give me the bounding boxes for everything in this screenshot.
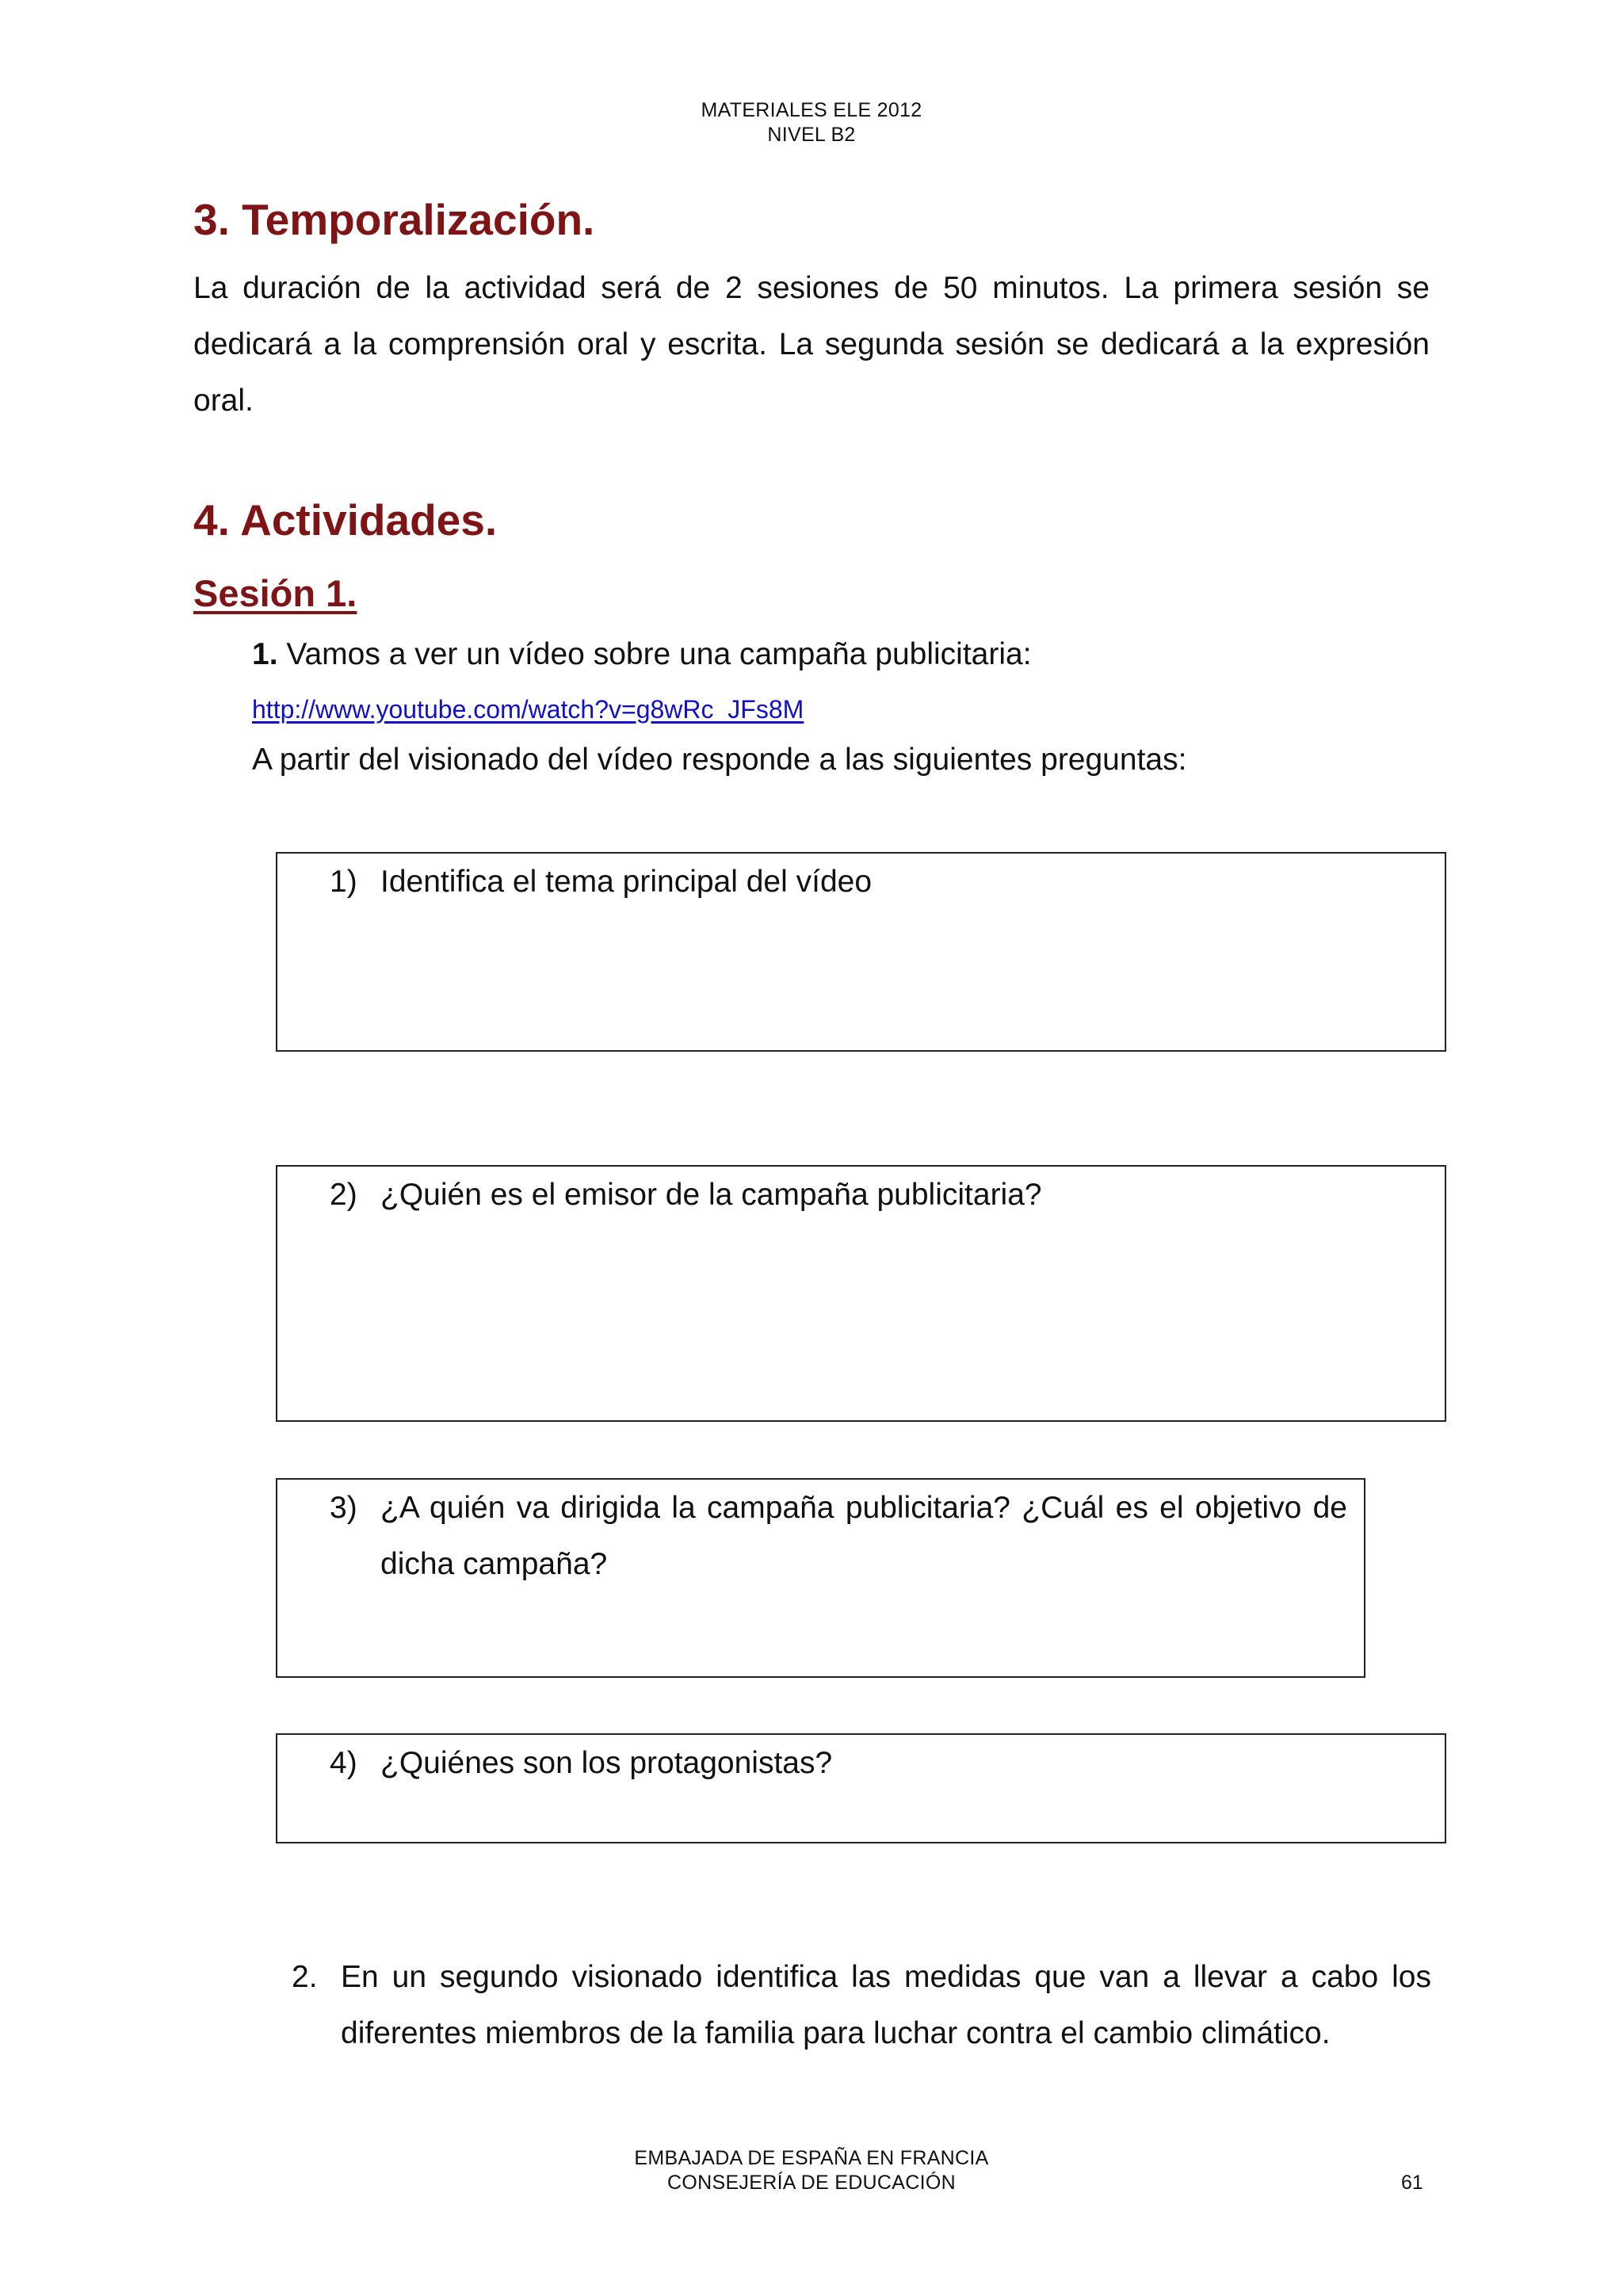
header-level: NIVEL B2 bbox=[767, 124, 856, 146]
activity-1-instruction: A partir del visionado del vídeo responde a las siguientes preguntas: bbox=[252, 743, 1187, 777]
activity-2-text: En un segundo visionado identifica las medidas que van a llevar a cabo los diferentes miembros de la familia para luchar contra el cambio climático. bbox=[341, 1960, 1431, 2050]
question-2-number: 2) bbox=[330, 1178, 357, 1212]
header-title: MATERIALES ELE 2012 bbox=[701, 99, 922, 121]
footer-embassy: EMBAJADA DE ESPAÑA EN FRANCIA bbox=[634, 2147, 989, 2169]
page-footer bbox=[0, 2146, 1623, 2195]
activity-1 bbox=[252, 636, 1032, 674]
question-1-text: Identifica el tema principal del vídeo bbox=[380, 865, 873, 899]
question-box-4[interactable] bbox=[276, 1733, 1446, 1843]
question-2-text: ¿Quién es el emisor de la campaña publicitaria? bbox=[380, 1178, 1042, 1212]
section-3-heading: 3. Temporalización. bbox=[193, 195, 595, 244]
activity-2-number: 2. bbox=[292, 1960, 318, 1994]
question-4-text: ¿Quiénes son los protagonistas? bbox=[380, 1746, 833, 1780]
footer-department: CONSEJERÍA DE EDUCACIÓN bbox=[667, 2172, 956, 2194]
question-3-text: ¿A quién va dirigida la campaña publicitaria? ¿Cuál es el objetivo de dicha campaña? bbox=[380, 1491, 1347, 1581]
question-box-1[interactable] bbox=[276, 852, 1446, 1052]
page-number: 61 bbox=[1401, 2172, 1423, 2194]
section-4-heading: 4. Actividades. bbox=[193, 495, 498, 544]
question-1-number: 1) bbox=[330, 865, 357, 899]
activity-1-number: 1. bbox=[252, 637, 278, 671]
question-3-number: 3) bbox=[330, 1491, 357, 1525]
section-3-paragraph: La duración de la actividad será de 2 sesiones de 50 minutos. La primera sesión se dedicará a la comprensión oral y escrita. La segunda sesión se dedicará a la expresión oral. bbox=[193, 271, 1430, 418]
question-box-3[interactable] bbox=[276, 1478, 1365, 1678]
page-header bbox=[0, 98, 1623, 147]
session-1-heading: Sesión 1. bbox=[193, 572, 357, 614]
question-box-2[interactable] bbox=[276, 1165, 1446, 1422]
question-4-number: 4) bbox=[330, 1746, 357, 1780]
activity-1-text: Vamos a ver un vídeo sobre una campaña publicitaria: bbox=[286, 637, 1032, 671]
video-link[interactable]: http://www.youtube.com/watch?v=g8wRc_JFs8M bbox=[252, 695, 804, 724]
